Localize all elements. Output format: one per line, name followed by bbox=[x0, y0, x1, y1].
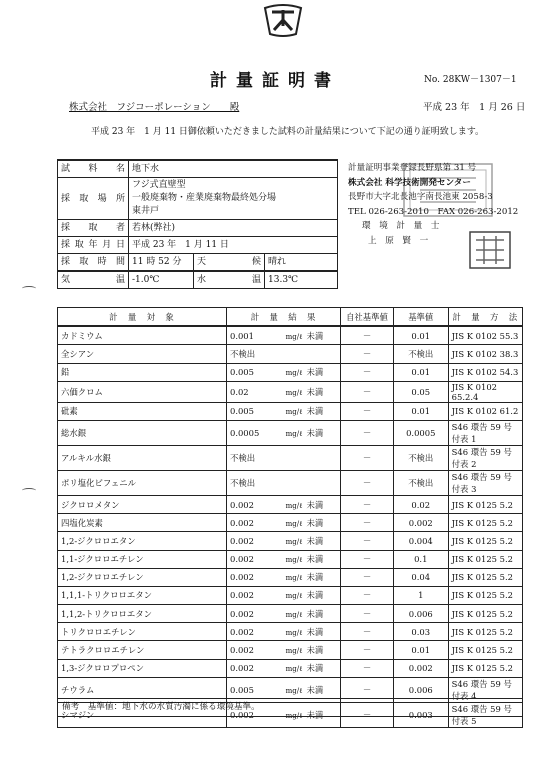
method: JIS K 0102 55.3 bbox=[448, 326, 522, 345]
table-row bbox=[58, 586, 523, 604]
sample-row bbox=[58, 220, 338, 237]
sample-value: 若林(弊社) bbox=[129, 220, 338, 237]
result-value: 0.02 bbox=[226, 381, 282, 402]
item-name: 1,1,1-トリクロロエタン bbox=[58, 586, 227, 604]
document-title: 計量証明書 bbox=[210, 71, 340, 91]
below-limit-note: 未満 bbox=[306, 572, 324, 583]
personal-seal bbox=[468, 230, 512, 270]
standard-value: 0.01 bbox=[393, 326, 448, 345]
internal-criterion: － bbox=[341, 702, 394, 727]
issuer-person: 上 原 賢 一 bbox=[368, 235, 429, 246]
sample-label: 気 温 bbox=[58, 271, 129, 289]
company-logo bbox=[262, 4, 304, 38]
result-unit bbox=[283, 568, 341, 586]
result-value: 0.002 bbox=[226, 550, 282, 568]
item-name: 1,3-ジクロロプロペン bbox=[58, 659, 227, 677]
unit-label: mg/ℓ bbox=[285, 647, 303, 656]
result-value: 0.002 bbox=[226, 641, 282, 659]
internal-criterion: － bbox=[341, 677, 394, 702]
internal-criterion: － bbox=[341, 470, 394, 495]
internal-criterion: － bbox=[341, 345, 394, 363]
result-unit bbox=[283, 445, 341, 470]
standard-value: 0.04 bbox=[393, 568, 448, 586]
result-unit bbox=[283, 550, 341, 568]
internal-criterion: － bbox=[341, 568, 394, 586]
result-value: 0.0005 bbox=[226, 420, 282, 445]
standard-value: 0.01 bbox=[393, 641, 448, 659]
unit-label: mg/ℓ bbox=[285, 388, 303, 397]
issuer-address: 長野市大字北長池字南長池東 2058-3 bbox=[348, 192, 493, 203]
method: JIS K 0125 5.2 bbox=[448, 532, 522, 550]
item-name: 総水銀 bbox=[58, 420, 227, 445]
standard-value: 0.05 bbox=[393, 381, 448, 402]
table-row bbox=[58, 381, 523, 402]
table-row bbox=[58, 402, 523, 420]
standard-value: 0.01 bbox=[393, 363, 448, 381]
method: S46 環告 59 号付表 2 bbox=[448, 445, 522, 470]
sample-info-table bbox=[57, 159, 338, 289]
sample-row bbox=[58, 178, 338, 220]
column-header: 基準値 bbox=[393, 308, 448, 327]
item-name: アルキル水銀 bbox=[58, 445, 227, 470]
item-name: 六価クロム bbox=[58, 381, 227, 402]
method: JIS K 0125 5.2 bbox=[448, 623, 522, 641]
standard-value: 1 bbox=[393, 586, 448, 604]
method: JIS K 0125 5.2 bbox=[448, 586, 522, 604]
unit-label: mg/ℓ bbox=[285, 429, 303, 438]
unit-label: mg/ℓ bbox=[285, 408, 303, 417]
below-limit-note: 未満 bbox=[306, 517, 324, 528]
sample-value: 晴れ bbox=[265, 254, 338, 272]
result-unit bbox=[283, 363, 341, 381]
result-unit bbox=[283, 495, 341, 513]
internal-criterion: － bbox=[341, 495, 394, 513]
result-unit bbox=[283, 514, 341, 532]
registration-number: 計量証明事業登録長野県第 31 号 bbox=[348, 163, 477, 173]
sample-value: -1.0℃ bbox=[129, 271, 194, 289]
sample-label: 天 候 bbox=[194, 254, 265, 272]
result-unit bbox=[283, 659, 341, 677]
result-unit bbox=[283, 641, 341, 659]
result-unit bbox=[283, 402, 341, 420]
unit-label: mg/ℓ bbox=[285, 665, 303, 674]
internal-criterion: － bbox=[341, 659, 394, 677]
item-name: 砒素 bbox=[58, 402, 227, 420]
document-number: No. 28KW－1307－1 bbox=[424, 75, 517, 85]
standard-value: 0.01 bbox=[393, 402, 448, 420]
unit-label: mg/ℓ bbox=[285, 610, 303, 619]
result-unit bbox=[283, 381, 341, 402]
internal-criterion: － bbox=[341, 381, 394, 402]
method: JIS K 0125 5.2 bbox=[448, 605, 522, 623]
sample-row bbox=[58, 271, 338, 289]
below-limit-note: 未満 bbox=[306, 626, 324, 637]
result-unit bbox=[283, 326, 341, 345]
result-value: 不検出 bbox=[226, 345, 282, 363]
standard-value: 0.0005 bbox=[393, 420, 448, 445]
below-limit-note: 未満 bbox=[306, 663, 324, 674]
result-value: 0.002 bbox=[226, 605, 282, 623]
item-name: ポリ塩化ビフェニル bbox=[58, 470, 227, 495]
sample-value: 11 時 52 分 bbox=[129, 254, 194, 272]
item-name: 1,1-ジクロロエチレン bbox=[58, 550, 227, 568]
table-row bbox=[58, 623, 523, 641]
sample-label: 試 料 名 bbox=[58, 160, 129, 178]
result-value: 0.005 bbox=[226, 677, 282, 702]
result-value: 0.002 bbox=[226, 514, 282, 532]
results-header-row bbox=[58, 308, 523, 327]
internal-criterion: － bbox=[341, 641, 394, 659]
results-table bbox=[57, 307, 523, 728]
unit-label: mg/ℓ bbox=[285, 686, 303, 695]
item-name: チウラム bbox=[58, 677, 227, 702]
result-value: 0.005 bbox=[226, 402, 282, 420]
item-name: 全シアン bbox=[58, 345, 227, 363]
below-limit-note: 未満 bbox=[306, 427, 324, 438]
column-header: 計 量 対 象 bbox=[58, 308, 227, 327]
unit-label: mg/ℓ bbox=[285, 556, 303, 565]
table-row bbox=[58, 568, 523, 586]
standard-value: 0.003 bbox=[393, 702, 448, 727]
standard-value: 不検出 bbox=[393, 470, 448, 495]
below-limit-note: 未満 bbox=[306, 499, 324, 510]
table-row bbox=[58, 326, 523, 345]
result-value: 0.002 bbox=[226, 702, 282, 727]
standard-value: 0.03 bbox=[393, 623, 448, 641]
standard-value: 0.1 bbox=[393, 550, 448, 568]
item-name: カドミウム bbox=[58, 326, 227, 345]
result-value: 0.001 bbox=[226, 326, 282, 345]
below-limit-note: 未満 bbox=[306, 406, 324, 417]
sample-label: 採 取 場 所 bbox=[58, 178, 129, 220]
below-limit-note: 未満 bbox=[306, 330, 324, 341]
item-name: シマジン bbox=[58, 702, 227, 727]
internal-criterion: － bbox=[341, 363, 394, 381]
column-header: 計 量 方 法 bbox=[448, 308, 522, 327]
column-header: 計 量 結 果 bbox=[226, 308, 340, 327]
standard-value: 不検出 bbox=[393, 445, 448, 470]
table-row bbox=[58, 420, 523, 445]
unit-label: mg/ℓ bbox=[285, 711, 303, 720]
unit-label: mg/ℓ bbox=[285, 501, 303, 510]
method: JIS K 0102 65.2.4 bbox=[448, 381, 522, 402]
below-limit-note: 未満 bbox=[306, 386, 324, 397]
sample-label: 採 取 者 bbox=[58, 220, 129, 237]
table-row bbox=[58, 514, 523, 532]
below-limit-note: 未満 bbox=[306, 554, 324, 565]
item-name: テトラクロロエチレン bbox=[58, 641, 227, 659]
method: JIS K 0125 5.2 bbox=[448, 659, 522, 677]
result-unit bbox=[283, 420, 341, 445]
unit-label: mg/ℓ bbox=[285, 519, 303, 528]
sample-row bbox=[58, 160, 338, 178]
result-value: 0.005 bbox=[226, 363, 282, 381]
internal-criterion: － bbox=[341, 402, 394, 420]
result-value: 0.002 bbox=[226, 568, 282, 586]
column-header: 自社基準値 bbox=[341, 308, 394, 327]
internal-criterion: － bbox=[341, 550, 394, 568]
item-name: 鉛 bbox=[58, 363, 227, 381]
below-limit-note: 未満 bbox=[306, 590, 324, 601]
method: JIS K 0102 61.2 bbox=[448, 402, 522, 420]
internal-criterion: － bbox=[341, 445, 394, 470]
standard-value: 0.006 bbox=[393, 605, 448, 623]
internal-criterion: － bbox=[341, 420, 394, 445]
standard-value: 0.002 bbox=[393, 659, 448, 677]
sample-value-line: 一般廃棄物・産業廃棄物最終処分場 bbox=[132, 193, 277, 203]
client-name: 株式会社 フジコーポレーション 殿 bbox=[69, 102, 240, 113]
method: S46 環告 59 号付表 1 bbox=[448, 420, 522, 445]
method: JIS K 0125 5.2 bbox=[448, 495, 522, 513]
sample-value: 地下水 bbox=[129, 160, 338, 178]
internal-criterion: － bbox=[341, 623, 394, 641]
standard-value: 0.004 bbox=[393, 532, 448, 550]
below-limit-note: 未満 bbox=[306, 684, 324, 695]
sample-value bbox=[129, 178, 338, 220]
intro-text: 平成 23 年 1 月 11 日御依頼いただきました試料の計量結果について下記の通り証明致します。 bbox=[91, 127, 485, 137]
method: JIS K 0125 5.2 bbox=[448, 550, 522, 568]
method: JIS K 0125 5.2 bbox=[448, 568, 522, 586]
item-name: 1,2-ジクロロエタン bbox=[58, 532, 227, 550]
unit-label: mg/ℓ bbox=[285, 537, 303, 546]
result-unit bbox=[283, 345, 341, 363]
internal-criterion: － bbox=[341, 514, 394, 532]
below-limit-note: 未満 bbox=[306, 709, 324, 720]
standard-value: 不検出 bbox=[393, 345, 448, 363]
sample-value-line: 東井戸 bbox=[132, 206, 160, 216]
table-row bbox=[58, 659, 523, 677]
table-row bbox=[58, 495, 523, 513]
issuer-company: 株式会社 科学技術開発センター bbox=[348, 177, 471, 188]
sample-row bbox=[58, 254, 338, 272]
issuer-role: 環 境 計 量 士 bbox=[362, 221, 440, 232]
result-unit bbox=[283, 586, 341, 604]
table-row bbox=[58, 605, 523, 623]
result-value: 0.002 bbox=[226, 659, 282, 677]
table-row bbox=[58, 445, 523, 470]
hole-mark bbox=[22, 488, 36, 493]
standard-value: 0.02 bbox=[393, 495, 448, 513]
table-row bbox=[58, 532, 523, 550]
sample-row bbox=[58, 237, 338, 254]
result-unit bbox=[283, 470, 341, 495]
unit-label: mg/ℓ bbox=[285, 369, 303, 378]
table-row bbox=[58, 550, 523, 568]
item-name: ジクロロメタン bbox=[58, 495, 227, 513]
method: JIS K 0125 5.2 bbox=[448, 514, 522, 532]
item-name: 四塩化炭素 bbox=[58, 514, 227, 532]
below-limit-note: 未満 bbox=[306, 367, 324, 378]
below-limit-note: 未満 bbox=[306, 535, 324, 546]
result-value: 0.002 bbox=[226, 532, 282, 550]
table-row bbox=[58, 470, 523, 495]
result-unit bbox=[283, 623, 341, 641]
internal-criterion: － bbox=[341, 532, 394, 550]
unit-label: mg/ℓ bbox=[285, 592, 303, 601]
below-limit-note: 未満 bbox=[306, 608, 324, 619]
internal-criterion: － bbox=[341, 586, 394, 604]
method: S46 環告 59 号付表 3 bbox=[448, 470, 522, 495]
result-value: 0.002 bbox=[226, 586, 282, 604]
internal-criterion: － bbox=[341, 605, 394, 623]
method: JIS K 0102 54.3 bbox=[448, 363, 522, 381]
sample-label: 採 取 時 間 bbox=[58, 254, 129, 272]
result-value: 0.002 bbox=[226, 623, 282, 641]
table-row bbox=[58, 363, 523, 381]
method: S46 環告 59 号付表 5 bbox=[448, 702, 522, 727]
standard-value: 0.006 bbox=[393, 677, 448, 702]
unit-label: mg/ℓ bbox=[285, 628, 303, 637]
below-limit-note: 未満 bbox=[306, 645, 324, 656]
sample-value: 平成 23 年 1 月 11 日 bbox=[129, 237, 338, 254]
hole-mark bbox=[22, 286, 36, 291]
result-value: 不検出 bbox=[226, 445, 282, 470]
unit-label: mg/ℓ bbox=[285, 332, 303, 341]
result-unit bbox=[283, 532, 341, 550]
item-name: 1,2-ジクロロエチレン bbox=[58, 568, 227, 586]
sample-label: 水 温 bbox=[194, 271, 265, 289]
issuer-tel-fax: TEL 026-263-2010 FAX 026-263-2012 bbox=[348, 206, 519, 217]
issue-date: 平成 23 年 1 月 26 日 bbox=[423, 102, 526, 113]
method: JIS K 0125 5.2 bbox=[448, 641, 522, 659]
remarks: 備考 基準値：地下水の水質汚濁に係る環境基準。 bbox=[57, 698, 523, 717]
method: S46 環告 59 号付表 4 bbox=[448, 677, 522, 702]
table-row bbox=[58, 641, 523, 659]
method: JIS K 0102 38.3 bbox=[448, 345, 522, 363]
results-body bbox=[58, 326, 523, 727]
internal-criterion: － bbox=[341, 326, 394, 345]
standard-value: 0.002 bbox=[393, 514, 448, 532]
sample-value: 13.3℃ bbox=[265, 271, 338, 289]
result-value: 不検出 bbox=[226, 470, 282, 495]
unit-label: mg/ℓ bbox=[285, 574, 303, 583]
sample-label: 採取年月日 bbox=[58, 237, 129, 254]
item-name: 1,1,2-トリクロロエタン bbox=[58, 605, 227, 623]
sample-value-line: フジ式直壁型 bbox=[132, 180, 186, 190]
table-row bbox=[58, 345, 523, 363]
item-name: トリクロロエチレン bbox=[58, 623, 227, 641]
result-value: 0.002 bbox=[226, 495, 282, 513]
result-unit bbox=[283, 605, 341, 623]
